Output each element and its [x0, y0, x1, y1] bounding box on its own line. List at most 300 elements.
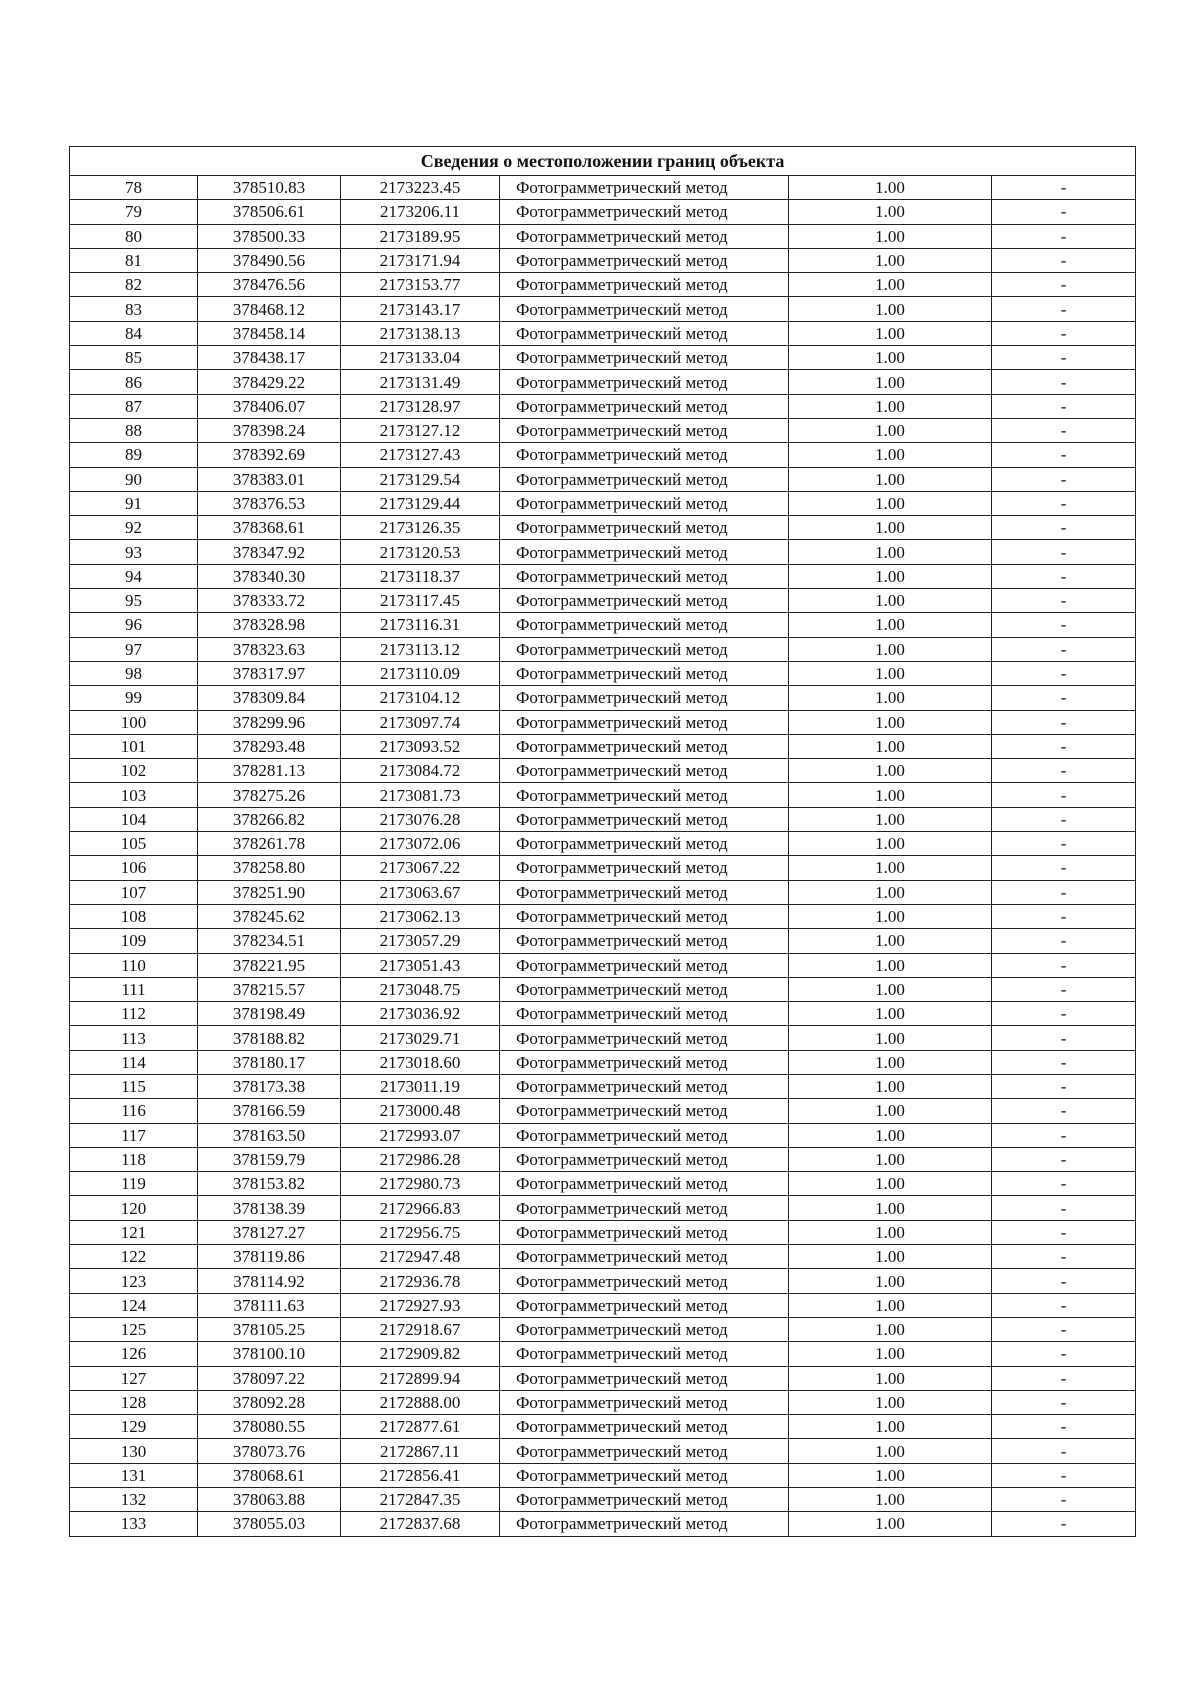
table-title: Сведения о местоположении границ объекта	[70, 147, 1136, 176]
y-coordinate-cell: 2173011.19	[341, 1074, 500, 1098]
method-cell: Фотограмметрический метод	[500, 929, 789, 953]
y-coordinate-cell: 2173126.35	[341, 516, 500, 540]
x-coordinate-cell: 378376.53	[198, 491, 341, 515]
accuracy-cell: 1.00	[789, 540, 992, 564]
y-coordinate-cell: 2173138.13	[341, 321, 500, 345]
table-row	[70, 1245, 1136, 1269]
point-number-cell: 106	[70, 856, 198, 880]
method-cell: Фотограмметрический метод	[500, 661, 789, 685]
accuracy-cell: 1.00	[789, 904, 992, 928]
x-coordinate-cell: 378340.30	[198, 564, 341, 588]
y-coordinate-cell: 2172888.00	[341, 1390, 500, 1414]
method-cell: Фотограмметрический метод	[500, 832, 789, 856]
note-cell: -	[992, 1245, 1136, 1269]
x-coordinate-cell: 378476.56	[198, 273, 341, 297]
accuracy-cell: 1.00	[789, 1172, 992, 1196]
accuracy-cell: 1.00	[789, 1512, 992, 1536]
table-title-row	[70, 147, 1136, 176]
method-cell: Фотограмметрический метод	[500, 564, 789, 588]
x-coordinate-cell: 378166.59	[198, 1099, 341, 1123]
table-row	[70, 1293, 1136, 1317]
note-cell: -	[992, 1317, 1136, 1341]
note-cell: -	[992, 1172, 1136, 1196]
method-cell: Фотограмметрический метод	[500, 540, 789, 564]
table-row	[70, 200, 1136, 224]
note-cell: -	[992, 686, 1136, 710]
accuracy-cell: 1.00	[789, 1026, 992, 1050]
method-cell: Фотограмметрический метод	[500, 1074, 789, 1098]
point-number-cell: 122	[70, 1245, 198, 1269]
note-cell: -	[992, 613, 1136, 637]
y-coordinate-cell: 2173206.11	[341, 200, 500, 224]
method-cell: Фотограмметрический метод	[500, 1366, 789, 1390]
table-row	[70, 686, 1136, 710]
note-cell: -	[992, 880, 1136, 904]
method-cell: Фотограмметрический метод	[500, 1123, 789, 1147]
point-number-cell: 81	[70, 248, 198, 272]
table-row	[70, 953, 1136, 977]
y-coordinate-cell: 2173189.95	[341, 224, 500, 248]
point-number-cell: 111	[70, 977, 198, 1001]
note-cell: -	[992, 1342, 1136, 1366]
x-coordinate-cell: 378119.86	[198, 1245, 341, 1269]
y-coordinate-cell: 2172986.28	[341, 1147, 500, 1171]
x-coordinate-cell: 378245.62	[198, 904, 341, 928]
note-cell: -	[992, 1512, 1136, 1536]
y-coordinate-cell: 2172936.78	[341, 1269, 500, 1293]
accuracy-cell: 1.00	[789, 1317, 992, 1341]
x-coordinate-cell: 378398.24	[198, 418, 341, 442]
x-coordinate-cell: 378159.79	[198, 1147, 341, 1171]
y-coordinate-cell: 2173171.94	[341, 248, 500, 272]
note-cell: -	[992, 734, 1136, 758]
table-row	[70, 661, 1136, 685]
x-coordinate-cell: 378092.28	[198, 1390, 341, 1414]
point-number-cell: 108	[70, 904, 198, 928]
accuracy-cell: 1.00	[789, 1390, 992, 1414]
x-coordinate-cell: 378468.12	[198, 297, 341, 321]
point-number-cell: 95	[70, 589, 198, 613]
accuracy-cell: 1.00	[789, 1293, 992, 1317]
x-coordinate-cell: 378328.98	[198, 613, 341, 637]
table-row	[70, 418, 1136, 442]
method-cell: Фотограмметрический метод	[500, 1099, 789, 1123]
accuracy-cell: 1.00	[789, 710, 992, 734]
table-row	[70, 443, 1136, 467]
y-coordinate-cell: 2172867.11	[341, 1439, 500, 1463]
note-cell: -	[992, 807, 1136, 831]
accuracy-cell: 1.00	[789, 589, 992, 613]
accuracy-cell: 1.00	[789, 929, 992, 953]
note-cell: -	[992, 637, 1136, 661]
note-cell: -	[992, 370, 1136, 394]
x-coordinate-cell: 378138.39	[198, 1196, 341, 1220]
x-coordinate-cell: 378127.27	[198, 1220, 341, 1244]
table-row	[70, 1050, 1136, 1074]
accuracy-cell: 1.00	[789, 1099, 992, 1123]
x-coordinate-cell: 378506.61	[198, 200, 341, 224]
point-number-cell: 125	[70, 1317, 198, 1341]
accuracy-cell: 1.00	[789, 856, 992, 880]
method-cell: Фотограмметрический метод	[500, 1512, 789, 1536]
accuracy-cell: 1.00	[789, 321, 992, 345]
method-cell: Фотограмметрический метод	[500, 783, 789, 807]
method-cell: Фотограмметрический метод	[500, 1293, 789, 1317]
method-cell: Фотограмметрический метод	[500, 467, 789, 491]
accuracy-cell: 1.00	[789, 1123, 992, 1147]
point-number-cell: 126	[70, 1342, 198, 1366]
table-row	[70, 297, 1136, 321]
method-cell: Фотограмметрический метод	[500, 1196, 789, 1220]
point-number-cell: 130	[70, 1439, 198, 1463]
accuracy-cell: 1.00	[789, 418, 992, 442]
method-cell: Фотограмметрический метод	[500, 370, 789, 394]
accuracy-cell: 1.00	[789, 346, 992, 370]
note-cell: -	[992, 589, 1136, 613]
accuracy-cell: 1.00	[789, 661, 992, 685]
point-number-cell: 115	[70, 1074, 198, 1098]
method-cell: Фотограмметрический метод	[500, 1269, 789, 1293]
method-cell: Фотограмметрический метод	[500, 880, 789, 904]
point-number-cell: 94	[70, 564, 198, 588]
method-cell: Фотограмметрический метод	[500, 1147, 789, 1171]
x-coordinate-cell: 378073.76	[198, 1439, 341, 1463]
table-row	[70, 1317, 1136, 1341]
y-coordinate-cell: 2173081.73	[341, 783, 500, 807]
y-coordinate-cell: 2173127.43	[341, 443, 500, 467]
table-row	[70, 491, 1136, 515]
x-coordinate-cell: 378173.38	[198, 1074, 341, 1098]
point-number-cell: 91	[70, 491, 198, 515]
x-coordinate-cell: 378261.78	[198, 832, 341, 856]
point-number-cell: 85	[70, 346, 198, 370]
point-number-cell: 113	[70, 1026, 198, 1050]
point-number-cell: 80	[70, 224, 198, 248]
table-row	[70, 1220, 1136, 1244]
accuracy-cell: 1.00	[789, 564, 992, 588]
y-coordinate-cell: 2173018.60	[341, 1050, 500, 1074]
note-cell: -	[992, 832, 1136, 856]
x-coordinate-cell: 378281.13	[198, 759, 341, 783]
point-number-cell: 100	[70, 710, 198, 734]
x-coordinate-cell: 378215.57	[198, 977, 341, 1001]
x-coordinate-cell: 378392.69	[198, 443, 341, 467]
accuracy-cell: 1.00	[789, 467, 992, 491]
method-cell: Фотограмметрический метод	[500, 613, 789, 637]
method-cell: Фотограмметрический метод	[500, 321, 789, 345]
table-row	[70, 1002, 1136, 1026]
table-row	[70, 467, 1136, 491]
note-cell: -	[992, 224, 1136, 248]
note-cell: -	[992, 1123, 1136, 1147]
method-cell: Фотограмметрический метод	[500, 1172, 789, 1196]
table-row	[70, 1439, 1136, 1463]
method-cell: Фотограмметрический метод	[500, 491, 789, 515]
x-coordinate-cell: 378500.33	[198, 224, 341, 248]
y-coordinate-cell: 2173051.43	[341, 953, 500, 977]
y-coordinate-cell: 2172918.67	[341, 1317, 500, 1341]
y-coordinate-cell: 2173072.06	[341, 832, 500, 856]
method-cell: Фотограмметрический метод	[500, 759, 789, 783]
method-cell: Фотограмметрический метод	[500, 686, 789, 710]
table-row	[70, 1415, 1136, 1439]
y-coordinate-cell: 2172927.93	[341, 1293, 500, 1317]
y-coordinate-cell: 2173120.53	[341, 540, 500, 564]
x-coordinate-cell: 378368.61	[198, 516, 341, 540]
point-number-cell: 120	[70, 1196, 198, 1220]
table-row	[70, 1172, 1136, 1196]
point-number-cell: 133	[70, 1512, 198, 1536]
method-cell: Фотограмметрический метод	[500, 1488, 789, 1512]
note-cell: -	[992, 516, 1136, 540]
method-cell: Фотограмметрический метод	[500, 1317, 789, 1341]
y-coordinate-cell: 2173129.54	[341, 467, 500, 491]
accuracy-cell: 1.00	[789, 297, 992, 321]
accuracy-cell: 1.00	[789, 394, 992, 418]
note-cell: -	[992, 394, 1136, 418]
method-cell: Фотограмметрический метод	[500, 1390, 789, 1414]
table-row	[70, 929, 1136, 953]
point-number-cell: 132	[70, 1488, 198, 1512]
point-number-cell: 78	[70, 176, 198, 200]
note-cell: -	[992, 467, 1136, 491]
note-cell: -	[992, 1074, 1136, 1098]
method-cell: Фотограмметрический метод	[500, 734, 789, 758]
note-cell: -	[992, 200, 1136, 224]
x-coordinate-cell: 378180.17	[198, 1050, 341, 1074]
y-coordinate-cell: 2173062.13	[341, 904, 500, 928]
y-coordinate-cell: 2173116.31	[341, 613, 500, 637]
method-cell: Фотограмметрический метод	[500, 1439, 789, 1463]
note-cell: -	[992, 904, 1136, 928]
point-number-cell: 121	[70, 1220, 198, 1244]
x-coordinate-cell: 378266.82	[198, 807, 341, 831]
point-number-cell: 104	[70, 807, 198, 831]
table-row	[70, 1099, 1136, 1123]
table-row	[70, 321, 1136, 345]
x-coordinate-cell: 378251.90	[198, 880, 341, 904]
method-cell: Фотограмметрический метод	[500, 346, 789, 370]
point-number-cell: 84	[70, 321, 198, 345]
note-cell: -	[992, 1269, 1136, 1293]
point-number-cell: 117	[70, 1123, 198, 1147]
y-coordinate-cell: 2173127.12	[341, 418, 500, 442]
boundary-coordinates-table	[69, 146, 1136, 1537]
accuracy-cell: 1.00	[789, 443, 992, 467]
point-number-cell: 112	[70, 1002, 198, 1026]
table-row	[70, 248, 1136, 272]
note-cell: -	[992, 1220, 1136, 1244]
point-number-cell: 97	[70, 637, 198, 661]
x-coordinate-cell: 378406.07	[198, 394, 341, 418]
x-coordinate-cell: 378429.22	[198, 370, 341, 394]
y-coordinate-cell: 2173036.92	[341, 1002, 500, 1026]
note-cell: -	[992, 1390, 1136, 1414]
table-row	[70, 1196, 1136, 1220]
method-cell: Фотограмметрический метод	[500, 1415, 789, 1439]
note-cell: -	[992, 1366, 1136, 1390]
y-coordinate-cell: 2173067.22	[341, 856, 500, 880]
note-cell: -	[992, 759, 1136, 783]
accuracy-cell: 1.00	[789, 491, 992, 515]
x-coordinate-cell: 378347.92	[198, 540, 341, 564]
x-coordinate-cell: 378458.14	[198, 321, 341, 345]
y-coordinate-cell: 2172966.83	[341, 1196, 500, 1220]
y-coordinate-cell: 2173029.71	[341, 1026, 500, 1050]
accuracy-cell: 1.00	[789, 1488, 992, 1512]
accuracy-cell: 1.00	[789, 637, 992, 661]
table-row	[70, 1390, 1136, 1414]
x-coordinate-cell: 378234.51	[198, 929, 341, 953]
note-cell: -	[992, 1488, 1136, 1512]
method-cell: Фотограмметрический метод	[500, 443, 789, 467]
accuracy-cell: 1.00	[789, 273, 992, 297]
method-cell: Фотограмметрический метод	[500, 1002, 789, 1026]
y-coordinate-cell: 2173129.44	[341, 491, 500, 515]
table-row	[70, 589, 1136, 613]
y-coordinate-cell: 2173117.45	[341, 589, 500, 613]
note-cell: -	[992, 1293, 1136, 1317]
x-coordinate-cell: 378221.95	[198, 953, 341, 977]
point-number-cell: 86	[70, 370, 198, 394]
table-row	[70, 977, 1136, 1001]
point-number-cell: 82	[70, 273, 198, 297]
table-row	[70, 1342, 1136, 1366]
point-number-cell: 96	[70, 613, 198, 637]
method-cell: Фотограмметрический метод	[500, 856, 789, 880]
point-number-cell: 129	[70, 1415, 198, 1439]
table-row	[70, 516, 1136, 540]
note-cell: -	[992, 1050, 1136, 1074]
note-cell: -	[992, 491, 1136, 515]
y-coordinate-cell: 2172956.75	[341, 1220, 500, 1244]
note-cell: -	[992, 1463, 1136, 1487]
point-number-cell: 127	[70, 1366, 198, 1390]
note-cell: -	[992, 564, 1136, 588]
x-coordinate-cell: 378055.03	[198, 1512, 341, 1536]
method-cell: Фотограмметрический метод	[500, 176, 789, 200]
table-row	[70, 807, 1136, 831]
note-cell: -	[992, 953, 1136, 977]
x-coordinate-cell: 378323.63	[198, 637, 341, 661]
y-coordinate-cell: 2172909.82	[341, 1342, 500, 1366]
point-number-cell: 118	[70, 1147, 198, 1171]
table-row	[70, 540, 1136, 564]
note-cell: -	[992, 418, 1136, 442]
x-coordinate-cell: 378258.80	[198, 856, 341, 880]
y-coordinate-cell: 2173128.97	[341, 394, 500, 418]
point-number-cell: 90	[70, 467, 198, 491]
accuracy-cell: 1.00	[789, 224, 992, 248]
table-row	[70, 783, 1136, 807]
accuracy-cell: 1.00	[789, 759, 992, 783]
y-coordinate-cell: 2173057.29	[341, 929, 500, 953]
y-coordinate-cell: 2173131.49	[341, 370, 500, 394]
y-coordinate-cell: 2173076.28	[341, 807, 500, 831]
y-coordinate-cell: 2173097.74	[341, 710, 500, 734]
table-row	[70, 880, 1136, 904]
accuracy-cell: 1.00	[789, 176, 992, 200]
point-number-cell: 124	[70, 1293, 198, 1317]
point-number-cell: 103	[70, 783, 198, 807]
accuracy-cell: 1.00	[789, 1147, 992, 1171]
x-coordinate-cell: 378438.17	[198, 346, 341, 370]
point-number-cell: 79	[70, 200, 198, 224]
table-row	[70, 637, 1136, 661]
y-coordinate-cell: 2172837.68	[341, 1512, 500, 1536]
point-number-cell: 98	[70, 661, 198, 685]
point-number-cell: 114	[70, 1050, 198, 1074]
y-coordinate-cell: 2173063.67	[341, 880, 500, 904]
point-number-cell: 116	[70, 1099, 198, 1123]
point-number-cell: 93	[70, 540, 198, 564]
accuracy-cell: 1.00	[789, 1366, 992, 1390]
point-number-cell: 88	[70, 418, 198, 442]
accuracy-cell: 1.00	[789, 1342, 992, 1366]
method-cell: Фотограмметрический метод	[500, 273, 789, 297]
x-coordinate-cell: 378299.96	[198, 710, 341, 734]
note-cell: -	[992, 1002, 1136, 1026]
point-number-cell: 83	[70, 297, 198, 321]
y-coordinate-cell: 2172993.07	[341, 1123, 500, 1147]
method-cell: Фотограмметрический метод	[500, 710, 789, 734]
method-cell: Фотограмметрический метод	[500, 224, 789, 248]
accuracy-cell: 1.00	[789, 734, 992, 758]
x-coordinate-cell: 378100.10	[198, 1342, 341, 1366]
table-body	[70, 176, 1136, 1537]
table-row	[70, 904, 1136, 928]
accuracy-cell: 1.00	[789, 1196, 992, 1220]
x-coordinate-cell: 378275.26	[198, 783, 341, 807]
accuracy-cell: 1.00	[789, 686, 992, 710]
method-cell: Фотограмметрический метод	[500, 977, 789, 1001]
note-cell: -	[992, 1099, 1136, 1123]
note-cell: -	[992, 273, 1136, 297]
y-coordinate-cell: 2173118.37	[341, 564, 500, 588]
y-coordinate-cell: 2172877.61	[341, 1415, 500, 1439]
method-cell: Фотограмметрический метод	[500, 637, 789, 661]
x-coordinate-cell: 378188.82	[198, 1026, 341, 1050]
note-cell: -	[992, 661, 1136, 685]
table-row	[70, 273, 1136, 297]
y-coordinate-cell: 2173048.75	[341, 977, 500, 1001]
point-number-cell: 102	[70, 759, 198, 783]
method-cell: Фотограмметрический метод	[500, 807, 789, 831]
y-coordinate-cell: 2173000.48	[341, 1099, 500, 1123]
point-number-cell: 107	[70, 880, 198, 904]
point-number-cell: 87	[70, 394, 198, 418]
accuracy-cell: 1.00	[789, 248, 992, 272]
accuracy-cell: 1.00	[789, 1463, 992, 1487]
note-cell: -	[992, 1147, 1136, 1171]
accuracy-cell: 1.00	[789, 1415, 992, 1439]
y-coordinate-cell: 2173084.72	[341, 759, 500, 783]
method-cell: Фотограмметрический метод	[500, 1245, 789, 1269]
table-row	[70, 1366, 1136, 1390]
method-cell: Фотограмметрический метод	[500, 589, 789, 613]
x-coordinate-cell: 378105.25	[198, 1317, 341, 1341]
table-row	[70, 1147, 1136, 1171]
note-cell: -	[992, 856, 1136, 880]
method-cell: Фотограмметрический метод	[500, 297, 789, 321]
table-row	[70, 1074, 1136, 1098]
table-row	[70, 1123, 1136, 1147]
accuracy-cell: 1.00	[789, 807, 992, 831]
note-cell: -	[992, 1196, 1136, 1220]
x-coordinate-cell: 378068.61	[198, 1463, 341, 1487]
table-row	[70, 564, 1136, 588]
y-coordinate-cell: 2172856.41	[341, 1463, 500, 1487]
